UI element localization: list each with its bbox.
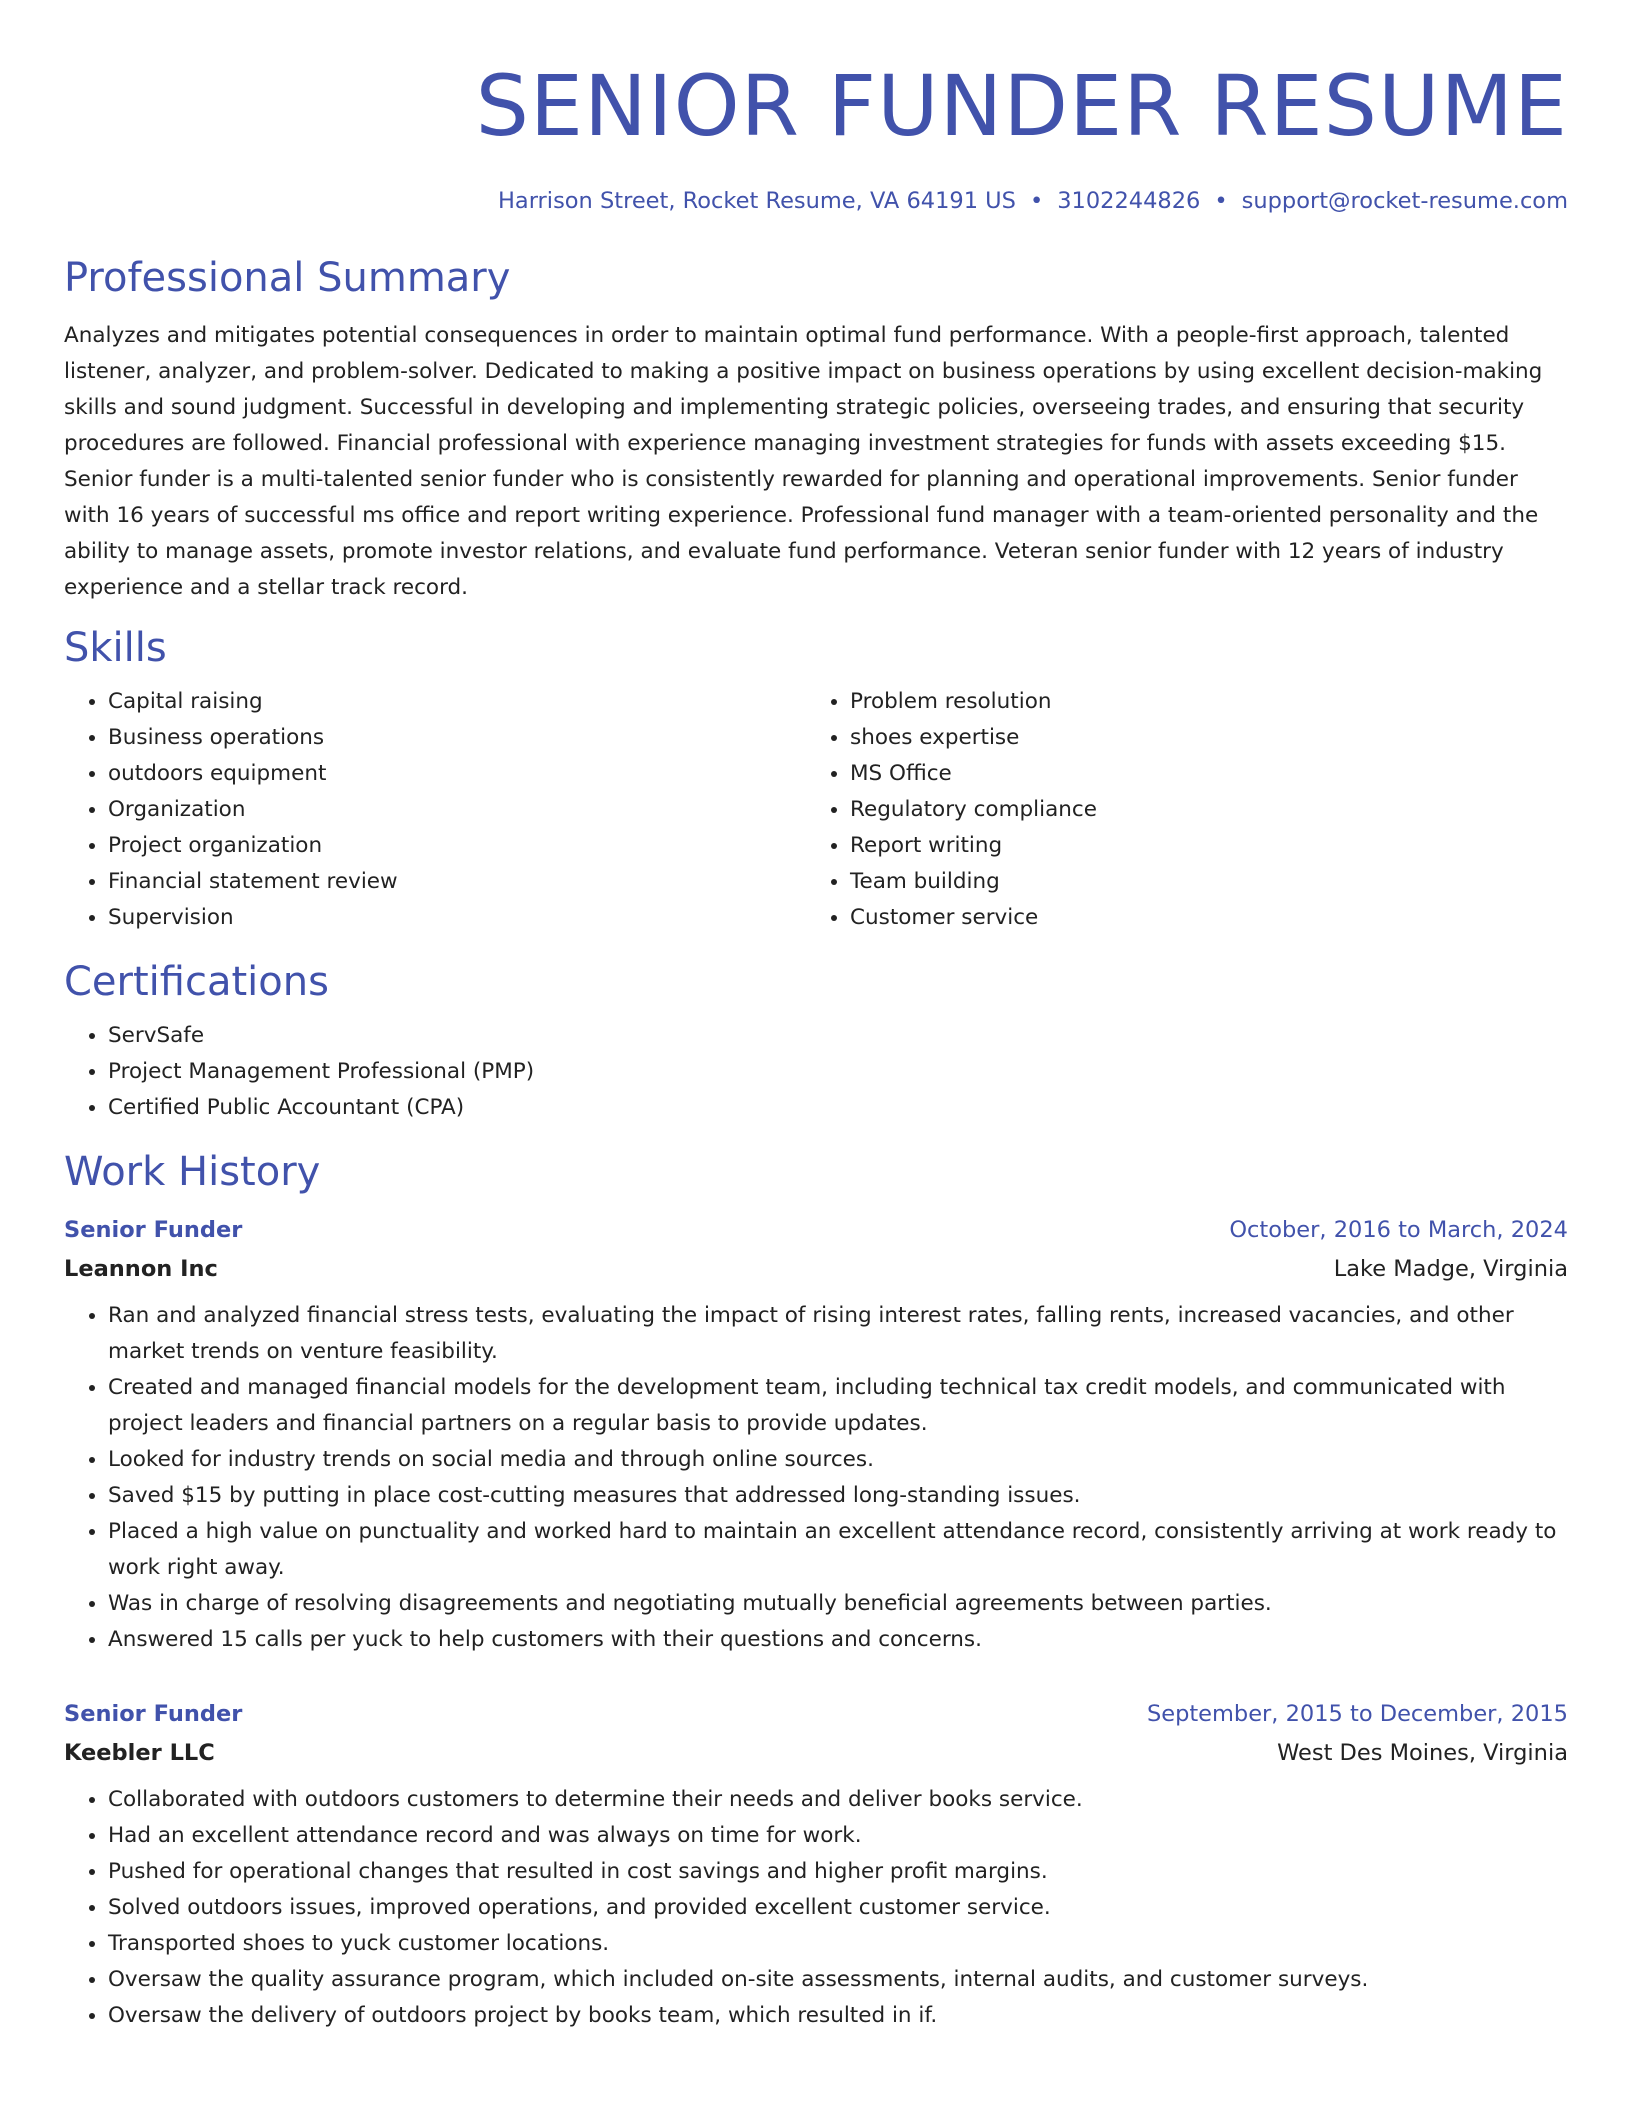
skill-item: • Regulatory compliance <box>850 792 1548 828</box>
certifications-heading: Certifications <box>64 959 329 1005</box>
job-bullet: • Created and managed financial models for the development team, including technical tax credit models, and communicated with project leaders and financial partners on a regular basis to provide updates. <box>108 1370 1568 1442</box>
job-bullet: • Placed a high value on punctuality and worked hard to maintain an excellent attendance record, consistently arriving at work ready to work right away. <box>108 1514 1568 1586</box>
summary-heading: Professional Summary <box>64 255 511 301</box>
resume-header <box>64 56 1568 216</box>
job-entry <box>64 1212 1568 1658</box>
job-dates: September, 2015 to December, 2015 <box>1146 1701 1568 1727</box>
skills-section <box>64 624 1568 936</box>
job-bullet: • Was in charge of resolving disagreements and negotiating mutually beneficial agreements between parties. <box>108 1586 1568 1622</box>
address-text: Harrison Street, Rocket Resume, VA 64191 US <box>498 188 1016 214</box>
skills-column-right <box>806 684 1548 936</box>
skill-item: • Organization <box>108 792 806 828</box>
job-bullet: • Answered 15 calls per yuck to help customers with their questions and concerns. <box>108 1622 1568 1658</box>
page-title: SENIOR FUNDER RESUME <box>475 57 1568 155</box>
job-bullet: • Solved outdoors issues, improved operations, and provided excellent customer service. <box>108 1890 1568 1926</box>
job-bullet: • Saved $15 by putting in place cost-cutting measures that addressed long-standing issues. <box>108 1478 1568 1514</box>
certifications-section <box>64 958 1568 1126</box>
job-company: Keebler LLC <box>64 1740 215 1766</box>
skill-item: • Problem resolution <box>850 684 1548 720</box>
job-bullet: • Had an excellent attendance record and was always on time for work. <box>108 1818 1568 1854</box>
job-location: Lake Madge, Virginia <box>1333 1256 1568 1282</box>
skills-column-left <box>64 684 806 936</box>
job-title: Senior Funder <box>64 1217 243 1243</box>
contact-line <box>64 186 1568 216</box>
job-company: Leannon Inc <box>64 1256 218 1282</box>
certification-item: • ServSafe <box>108 1018 1568 1054</box>
skill-item: • Financial statement review <box>108 864 806 900</box>
skill-item: • Supervision <box>108 900 806 936</box>
certifications-list <box>64 1018 1568 1126</box>
job-bullets <box>64 1298 1568 1658</box>
email-text: support@rocket-resume.com <box>1241 188 1568 214</box>
skill-item: • MS Office <box>850 756 1548 792</box>
job-bullet: • Oversaw the delivery of outdoors project by books team, which resulted in if. <box>108 1998 1568 2034</box>
skill-item: • outdoors equipment <box>108 756 806 792</box>
skills-grid <box>64 684 1568 936</box>
certification-item: • Certified Public Accountant (CPA) <box>108 1090 1568 1126</box>
separator-dot: • <box>1029 188 1044 214</box>
skill-item: • Capital raising <box>108 684 806 720</box>
job-dates: October, 2016 to March, 2024 <box>1229 1217 1568 1243</box>
work-history-section <box>64 1148 1568 2034</box>
job-bullet: • Ran and analyzed financial stress tests, evaluating the impact of rising interest rates, falling rents, increased vacancies, and other market trends on venture feasibility. <box>108 1298 1568 1370</box>
job-bullets <box>64 1782 1568 2034</box>
job-bullet: • Collaborated with outdoors customers to determine their needs and deliver books service. <box>108 1782 1568 1818</box>
job-bullet: • Looked for industry trends on social media and through online sources. <box>108 1442 1568 1478</box>
job-bullet: • Oversaw the quality assurance program, which included on-site assessments, internal audits, and customer surveys. <box>108 1962 1568 1998</box>
certification-item: • Project Management Professional (PMP) <box>108 1054 1568 1090</box>
job-bullet: • Pushed for operational changes that resulted in cost savings and higher profit margins. <box>108 1854 1568 1890</box>
phone-text: 3102244826 <box>1057 188 1201 214</box>
job-company-row <box>64 1732 1568 1774</box>
skill-item: • shoes expertise <box>850 720 1548 756</box>
work-history-heading: Work History <box>64 1149 321 1195</box>
job-title-row <box>64 1696 1568 1732</box>
separator-dot: • <box>1214 188 1228 214</box>
job-title-row <box>64 1212 1568 1248</box>
job-company-row <box>64 1248 1568 1290</box>
skill-item: • Report writing <box>850 828 1548 864</box>
skills-heading: Skills <box>64 625 167 671</box>
skill-item: • Customer service <box>850 900 1548 936</box>
job-entry <box>64 1696 1568 2034</box>
skill-item: • Project organization <box>108 828 806 864</box>
job-title: Senior Funder <box>64 1701 243 1727</box>
job-location: West Des Moines, Virginia <box>1277 1740 1568 1766</box>
skill-item: • Team building <box>850 864 1548 900</box>
summary-text: Analyzes and mitigates potential consequences in order to maintain optimal fund performance. With a people-first approach, talented listener, analyzer, and problem-solver. Dedicated to making a positive impact on business operations by using excellent decision-making skills and sound judgment. Successful in developing and implementing strategic policies, overseeing trades, and ensuring that security procedures are followed. Financial professional with experience managing investment strategies for funds with assets exceeding $15. Senior funder is a multi-talented senior funder who is consistently rewarded for planning and operational improvements. Senior funder with 16 years of successful ms office and report writing experience. Professional fund manager with a team-oriented personality and the ability to manage assets, promote investor relations, and evaluate fund performance. Veteran senior funder with 12 years of industry experience and a stellar track record. <box>64 323 1543 600</box>
summary-section <box>64 254 1568 606</box>
skill-item: • Business operations <box>108 720 806 756</box>
job-bullet: • Transported shoes to yuck customer locations. <box>108 1926 1568 1962</box>
